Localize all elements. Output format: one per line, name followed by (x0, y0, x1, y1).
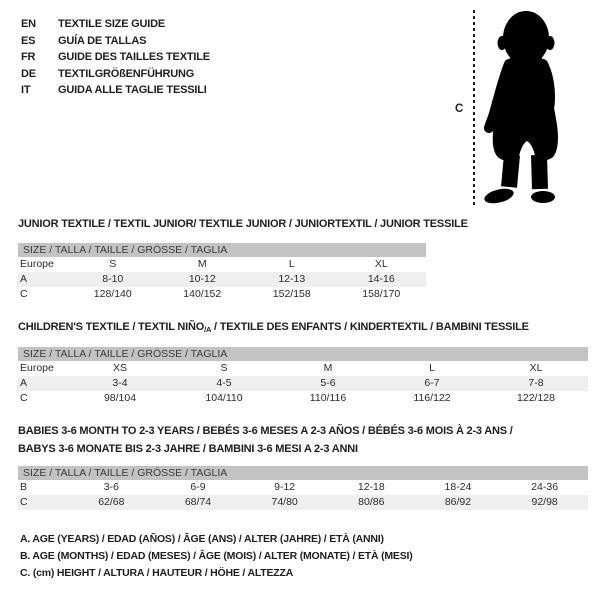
height-measure-dotted-line (473, 10, 475, 207)
table-row-age-years (18, 376, 588, 391)
size-value-cell: 74/80 (241, 495, 328, 510)
size-value-cell: 116/122 (413, 392, 451, 404)
size-value-cell: 80/86 (328, 495, 415, 510)
note-age-months: B. AGE (MONTHS) / EDAD (MESES) / ÂGE (MOIS) / ALTER (MONATE) / ETÀ (MESI) (20, 550, 413, 563)
size-value-cell: 6-7 (380, 376, 484, 391)
size-header-row (18, 466, 588, 480)
row-label-cell: Europe (20, 258, 54, 270)
size-value-cell: 3-4 (68, 376, 172, 391)
size-value-cell: 12-18 (357, 481, 385, 493)
size-value-cell: 3-6 (103, 481, 119, 493)
size-value-cell: M (197, 258, 207, 270)
size-value-cell: 18-24 (444, 481, 472, 493)
children-size-table (18, 347, 588, 406)
language-code: DE (21, 67, 36, 80)
row-label-cell: A (18, 376, 68, 391)
table-row-height (18, 287, 426, 302)
language-row-de (21, 66, 210, 83)
language-row-en (21, 16, 210, 33)
junior-section-title: JUNIOR TEXTILE / TEXTIL JUNIOR/ TEXTILE JUNIOR / JUNIORTEXTIL / JUNIOR TESSILE (18, 218, 468, 230)
size-value-cell: 122/128 (517, 392, 555, 404)
table-row-height (18, 495, 588, 510)
language-code: FR (21, 51, 36, 64)
row-label-cell: C (20, 288, 28, 300)
children-title-subscript: /A (204, 325, 212, 334)
size-value-cell: 24-36 (531, 481, 559, 493)
table-row-height (18, 391, 588, 406)
size-value-cell: 98/104 (103, 392, 137, 404)
size-value-cell: 152/158 (272, 288, 311, 300)
note-height-cm: C. (cm) HEIGHT / ALTURA / HAUTEUR / HÖHE / ALTEZZA (20, 567, 294, 580)
size-value-cell: 110/116 (309, 392, 347, 404)
children-section-title (18, 321, 529, 336)
row-label-cell: Europe (20, 362, 54, 374)
note-age-years: A. AGE (YEARS) / EDAD (AÑOS) / ÂGE (ANS) / ALTER (JAHRE) / ETÀ (ANNI) (20, 533, 384, 545)
language-row-es (21, 33, 210, 50)
size-header-label: SIZE / TALLA / TAILLE / GRÖSSE / TAGLIA (18, 466, 588, 480)
table-row-europe (18, 257, 426, 272)
size-value-cell: 9-12 (274, 481, 296, 493)
babies-size-table (18, 466, 588, 510)
size-header-label: SIZE / TALLA / TAILLE / GRÖSSE / TAGLIA (18, 347, 588, 361)
size-value-cell: L (288, 258, 295, 270)
table-row-europe (18, 361, 588, 376)
language-row-fr (21, 49, 210, 66)
babies-section-title (18, 423, 513, 458)
size-value-cell: S (109, 258, 117, 270)
language-title: TEXTILE SIZE GUIDE (58, 18, 166, 30)
language-title: GUIDE DES TAILLES TEXTILE (58, 51, 210, 64)
language-row-it (21, 82, 210, 99)
size-value-cell: 86/92 (415, 495, 502, 510)
size-value-cell: 12-13 (247, 272, 337, 287)
children-title-text: CHILDREN'S TEXTILE / TEXTIL NIÑO (18, 321, 205, 333)
size-value-cell: XL (374, 258, 388, 270)
row-label-cell: C (18, 495, 68, 510)
table-row-age-years (18, 272, 426, 287)
size-value-cell: 104/110 (205, 392, 243, 404)
children-title-text-tail: / TEXTILE DES ENFANTS / KINDERTEXTIL / BAMBINI TESSILE (211, 321, 529, 333)
size-value-cell: 128/140 (93, 288, 132, 300)
size-value-cell: 62/68 (68, 495, 155, 510)
size-value-cell: S (220, 362, 228, 374)
size-value-cell: 14-16 (337, 272, 427, 287)
size-value-cell: 92/98 (501, 495, 588, 510)
table-row-age-months (18, 480, 588, 495)
size-value-cell: XL (529, 362, 543, 374)
language-title: GUIDA ALLE TAGLIE TESSILI (58, 84, 207, 97)
size-value-cell: 10-12 (158, 272, 248, 287)
language-code: IT (21, 84, 31, 97)
row-label-cell: C (20, 392, 28, 404)
language-code: ES (21, 34, 36, 47)
size-value-cell: M (323, 362, 333, 374)
size-value-cell: 140/152 (183, 288, 222, 300)
size-header-row (18, 243, 426, 257)
language-title: TEXTILGRÖßENFÜHRUNG (58, 67, 195, 80)
size-value-cell: 5-6 (276, 376, 380, 391)
legend-notes (20, 531, 413, 583)
row-label-cell: B (20, 481, 28, 493)
baby-silhouette-icon (481, 7, 573, 207)
size-value-cell: L (429, 362, 435, 374)
language-title-list (21, 16, 210, 99)
size-value-cell: 68/74 (155, 495, 242, 510)
junior-size-table (18, 243, 426, 302)
height-measure-label: C (455, 103, 464, 115)
size-value-cell: 8-10 (68, 272, 158, 287)
language-code: EN (21, 18, 36, 30)
size-header-label: SIZE / TALLA / TAILLE / GRÖSSE / TAGLIA (18, 243, 426, 257)
size-value-cell: 4-5 (172, 376, 276, 391)
size-value-cell: 158/170 (362, 288, 401, 300)
size-header-row (18, 347, 588, 361)
babies-title-line1: BABIES 3-6 MONTH TO 2-3 YEARS / BEBÉS 3-6 MESES A 2-3 AÑOS / BÉBÉS 3-6 MOIS À 2-3 ANS / (18, 425, 513, 437)
size-value-cell: 6-9 (190, 481, 206, 493)
row-label-cell: A (18, 272, 68, 287)
size-value-cell: XS (112, 362, 127, 374)
babies-title-line2: BABYS 3-6 MONATE BIS 2-3 JAHRE / BAMBINI 3-6 MESI A 2-3 ANNI (18, 442, 358, 455)
language-title: GUÍA DE TALLAS (58, 34, 147, 47)
size-value-cell: 7-8 (484, 376, 588, 391)
